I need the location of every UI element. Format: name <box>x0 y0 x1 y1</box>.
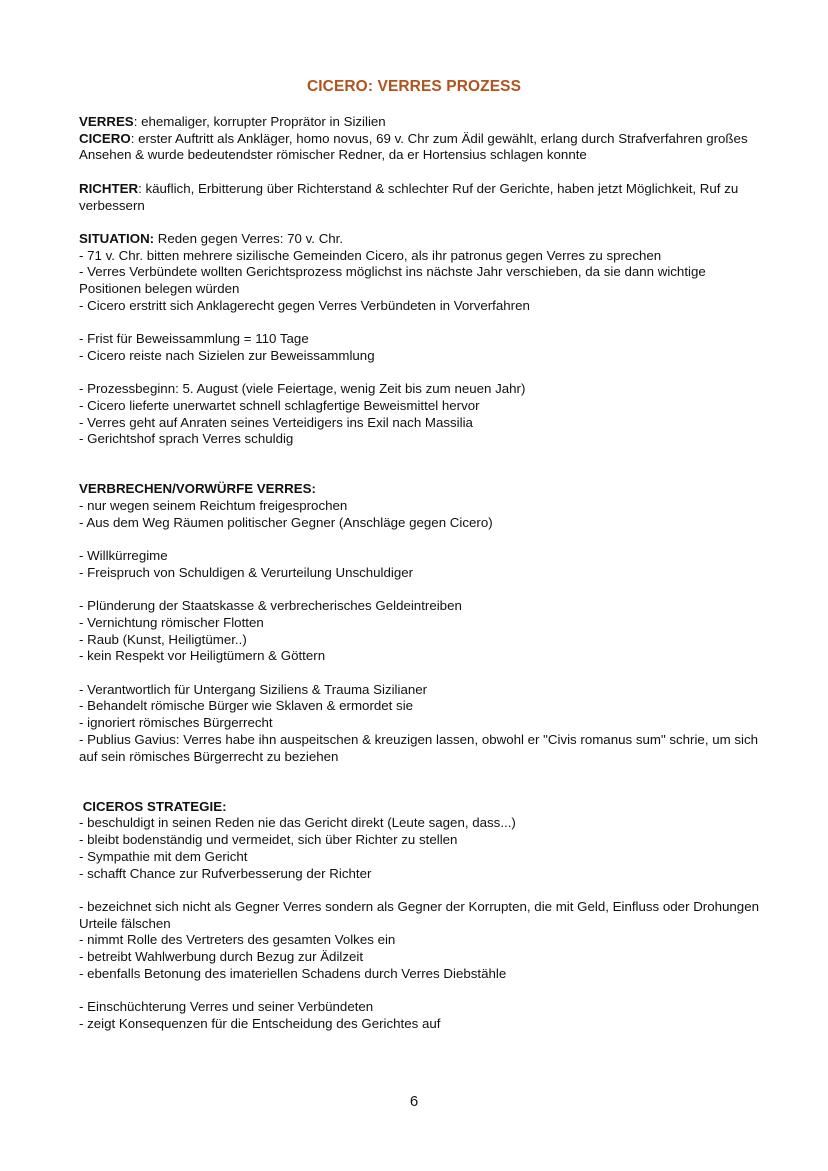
list-item: - Prozessbeginn: 5. August (viele Feiertage, wenig Zeit bis zum neuen Jahr) <box>79 381 526 397</box>
richter-label: RICHTER <box>79 180 139 196</box>
list-item: - Raub (Kunst, Heiligtümer..) <box>79 631 247 647</box>
list-item: - schafft Chance zur Rufverbesserung der Richter <box>79 865 372 881</box>
situation-text: Reden gegen Verres: 70 v. Chr. <box>154 230 344 246</box>
list-item: - nimmt Rolle des Vertreters des gesamten Volkes ein <box>79 932 396 948</box>
page-number: 6 <box>409 1093 419 1110</box>
cicero-definition <box>79 131 759 164</box>
list-item: - Cicero reiste nach Sizielen zur Beweissammlung <box>79 347 375 363</box>
list-item: - Verantwortlich für Untergang Siziliens & Trauma Sizilianer <box>79 681 428 697</box>
list-item: - Vernichtung römischer Flotten <box>79 614 264 630</box>
list-item: - bleibt bodenständig und vermeidet, sich über Richter zu stellen <box>79 832 458 848</box>
list-item: - Einschüchterung Verres und seiner Verbündeten <box>79 999 374 1015</box>
verres-text: : ehemaliger, korrupter Proprätor in Sizilien <box>133 114 386 129</box>
list-item: - kein Respekt vor Heiligtümern & Göttern <box>79 648 326 664</box>
list-item: - Cicero erstritt sich Anklagerecht gegen Verres Verbündeten in Vorverfahren <box>79 297 530 313</box>
verbrechen-heading: VERBRECHEN/VORWÜRFE VERRES: <box>79 481 316 497</box>
list-item: - 71 v. Chr. bitten mehrere sizilische Gemeinden Cicero, als ihr patronus gegen Verres zu sprechen <box>79 247 662 263</box>
list-item: - nur wegen seinem Reichtum freigesprochen <box>79 498 348 514</box>
list-item: - Gerichtshof sprach Verres schuldig <box>79 431 294 447</box>
document-body <box>79 114 759 1033</box>
list-item: - ignoriert römisches Bürgerrecht <box>79 715 273 731</box>
list-item: - bezeichnet sich nicht als Gegner Verres sondern als Gegner der Korrupten, die mit Geld, Einfluss oder Drohungen Urteile fälschen <box>79 898 759 931</box>
richter-definition <box>79 181 759 214</box>
list-item: - Cicero lieferte unerwartet schnell schlagfertige Beweismittel hervor <box>79 397 480 413</box>
list-item: - beschuldigt in seinen Reden nie das Gericht direkt (Leute sagen, dass...) <box>79 815 516 831</box>
list-item: - Freispruch von Schuldigen & Verurteilung Unschuldiger <box>79 564 414 580</box>
verres-definition <box>79 114 759 131</box>
strategie-heading: CICEROS STRATEGIE: <box>79 798 227 814</box>
list-item: - Publius Gavius: Verres habe ihn auspeitschen & kreuzigen lassen, obwohl er "Civis romanus sum" schrie, um sich auf sein römisches Bürgerrecht zu beziehen <box>79 731 759 764</box>
list-item: - Sympathie mit dem Gericht <box>79 848 248 864</box>
list-item: - ebenfalls Betonung des imateriellen Schadens durch Verres Diebstähle <box>79 965 507 981</box>
verres-label: VERRES <box>79 114 134 129</box>
list-item: - Frist für Beweissammlung = 110 Tage <box>79 331 309 347</box>
page-title: CICERO: VERRES PROZESS <box>306 78 522 95</box>
list-item: - Willkürregime <box>79 548 168 564</box>
list-item: - Plünderung der Staatskasse & verbrecherisches Geldeintreiben <box>79 598 462 614</box>
list-item: - Behandelt römische Bürger wie Sklaven & ermordet sie <box>79 698 414 714</box>
situation-label: SITUATION: <box>79 230 155 246</box>
cicero-label: CICERO <box>79 130 131 146</box>
list-item: - Aus dem Weg Räumen politischer Gegner (Anschläge gegen Cicero) <box>79 514 493 530</box>
list-item: - zeigt Konsequenzen für die Entscheidung des Gerichtes auf <box>79 1015 441 1031</box>
cicero-text: : erster Auftritt als Ankläger, homo novus, 69 v. Chr zum Ädil gewählt, erlang durch Strafverfahren großes Ansehen & wurde bedeutendster römischer Redner, da er Hortensius schlagen konnte <box>79 130 748 163</box>
situation-heading <box>79 231 759 248</box>
richter-text: : käuflich, Erbitterung über Richterstand & schlechter Ruf der Gerichte, haben jetzt Möglichkeit, Ruf zu verbessern <box>79 180 739 213</box>
list-item: - Verres geht auf Anraten seines Verteidigers ins Exil nach Massilia <box>79 414 473 430</box>
list-item: - betreibt Wahlwerbung durch Bezug zur Ädilzeit <box>79 949 364 964</box>
list-item: - Verres Verbündete wollten Gerichtsprozess möglichst ins nächste Jahr verschieben, da sie dann wichtige Positionen belegen würden <box>79 264 706 296</box>
